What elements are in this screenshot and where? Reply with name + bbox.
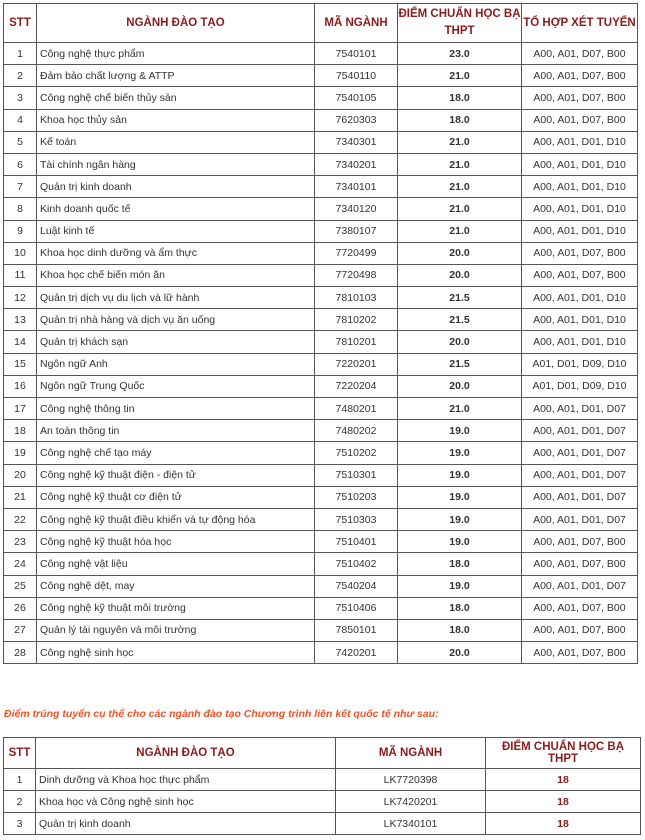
cell-stt: 28 xyxy=(4,642,37,664)
cell-stt: 15 xyxy=(4,353,37,375)
cell-combo: A00, A01, D01, D07 xyxy=(522,575,638,597)
cell-combo: A00, A01, D01, D10 xyxy=(522,220,638,242)
cell-stt: 26 xyxy=(4,597,37,619)
cell-score: 21.5 xyxy=(398,309,522,331)
cell-code: 7480202 xyxy=(315,420,398,442)
table-row xyxy=(4,109,638,131)
cell-name: An toàn thông tin xyxy=(37,420,315,442)
cell-name: Công nghệ vật liệu xyxy=(37,553,315,575)
cell-name: Công nghệ kỹ thuật điện - điện tử xyxy=(37,464,315,486)
table-row xyxy=(4,353,638,375)
cell-name: Khoa học và Công nghệ sinh học xyxy=(36,791,336,813)
cell-combo: A00, A01, D07, B00 xyxy=(522,65,638,87)
cell-code: 7720498 xyxy=(315,264,398,286)
header-combo: TỔ HỢP XÉT TUYỂN xyxy=(522,4,638,43)
cell-name: Khoa học thủy sản xyxy=(37,109,315,131)
cell-score: 20.0 xyxy=(398,375,522,397)
cell-code: 7720499 xyxy=(315,242,398,264)
cell-score: 21.0 xyxy=(398,198,522,220)
table-row xyxy=(4,398,638,420)
cell-score: 19.0 xyxy=(398,575,522,597)
cell-name: Công nghệ kỹ thuật môi trường xyxy=(37,597,315,619)
cell-combo: A00, A01, D07, B00 xyxy=(522,597,638,619)
cell-score: 18 xyxy=(486,791,641,813)
cell-code: 7540105 xyxy=(315,87,398,109)
cell-combo: A00, A01, D07, B00 xyxy=(522,619,638,641)
cell-combo: A01, D01, D09, D10 xyxy=(522,375,638,397)
cell-score: 21.0 xyxy=(398,65,522,87)
international-scores-table xyxy=(3,737,641,835)
table-header-row xyxy=(4,738,641,769)
cell-name: Quản trị kinh doanh xyxy=(37,176,315,198)
cell-code: 7810103 xyxy=(315,287,398,309)
cell-code: 7340101 xyxy=(315,176,398,198)
table-row xyxy=(4,264,638,286)
table-row xyxy=(4,619,638,641)
cell-code: 7510402 xyxy=(315,553,398,575)
cell-stt: 7 xyxy=(4,176,37,198)
cell-code: 7540204 xyxy=(315,575,398,597)
table-row xyxy=(4,575,638,597)
cell-code: 7850101 xyxy=(315,619,398,641)
table-header-row xyxy=(4,4,638,43)
table-row xyxy=(4,220,638,242)
cell-code: 7810202 xyxy=(315,309,398,331)
table-row xyxy=(4,65,638,87)
cell-name: Luật kinh tế xyxy=(37,220,315,242)
cell-code: 7510303 xyxy=(315,508,398,530)
table-row xyxy=(4,242,638,264)
cell-combo: A00, A01, D01, D07 xyxy=(522,442,638,464)
cell-combo: A00, A01, D01, D10 xyxy=(522,287,638,309)
cell-name: Công nghệ thực phẩm xyxy=(37,43,315,65)
cell-combo: A00, A01, D01, D07 xyxy=(522,420,638,442)
cell-stt: 24 xyxy=(4,553,37,575)
cell-name: Công nghệ thông tin xyxy=(37,398,315,420)
cell-score: 21.0 xyxy=(398,220,522,242)
header-score: ĐIỂM CHUẨN HỌC BẠ THPT xyxy=(398,4,522,43)
cell-name: Quản trị kinh doanh xyxy=(36,813,336,835)
table-row xyxy=(4,176,638,198)
cell-stt: 27 xyxy=(4,619,37,641)
cell-stt: 2 xyxy=(4,791,36,813)
table-row xyxy=(4,287,638,309)
cell-name: Đảm bảo chất lượng & ATTP xyxy=(37,65,315,87)
cell-combo: A00, A01, D01, D10 xyxy=(522,176,638,198)
cell-code: 7540110 xyxy=(315,65,398,87)
cell-name: Công nghệ sinh học xyxy=(37,642,315,664)
cell-score: 21.0 xyxy=(398,176,522,198)
cell-code: 7510203 xyxy=(315,486,398,508)
cell-stt: 2 xyxy=(4,65,37,87)
cell-score: 19.0 xyxy=(398,464,522,486)
cell-score: 19.0 xyxy=(398,508,522,530)
cell-code: 7510406 xyxy=(315,597,398,619)
cell-combo: A00, A01, D07, B00 xyxy=(522,264,638,286)
cell-combo: A00, A01, D01, D10 xyxy=(522,131,638,153)
cell-code: LK7420201 xyxy=(336,791,486,813)
cell-name: Công nghệ kỹ thuật cơ điện tử xyxy=(37,486,315,508)
cell-combo: A00, A01, D01, D07 xyxy=(522,464,638,486)
cell-stt: 18 xyxy=(4,420,37,442)
cell-score: 20.0 xyxy=(398,264,522,286)
header-code: MÃ NGÀNH xyxy=(336,738,486,769)
cell-combo: A00, A01, D01, D10 xyxy=(522,198,638,220)
cell-code: 7540101 xyxy=(315,43,398,65)
table-row xyxy=(4,508,638,530)
cell-name: Khoa học dinh dưỡng và ẩm thực xyxy=(37,242,315,264)
cell-code: LK7720398 xyxy=(336,769,486,791)
table-row xyxy=(4,464,638,486)
cell-combo: A00, A01, D07, B00 xyxy=(522,531,638,553)
cell-code: 7340120 xyxy=(315,198,398,220)
cell-combo: A00, A01, D07, B00 xyxy=(522,642,638,664)
cell-combo: A00, A01, D07, B00 xyxy=(522,242,638,264)
header-code: MÃ NGÀNH xyxy=(315,4,398,43)
table-row xyxy=(4,597,638,619)
cell-name: Kinh doanh quốc tế xyxy=(37,198,315,220)
cell-score: 21.5 xyxy=(398,287,522,309)
cell-code: 7480201 xyxy=(315,398,398,420)
cell-stt: 21 xyxy=(4,486,37,508)
cell-score: 18 xyxy=(486,769,641,791)
cell-stt: 19 xyxy=(4,442,37,464)
cell-code: 7340301 xyxy=(315,131,398,153)
cell-combo: A00, A01, D01, D10 xyxy=(522,331,638,353)
header-stt: STT xyxy=(4,4,37,43)
cell-stt: 1 xyxy=(4,43,37,65)
cell-score: 19.0 xyxy=(398,531,522,553)
cell-score: 21.0 xyxy=(398,153,522,175)
cell-score: 23.0 xyxy=(398,43,522,65)
table-row xyxy=(4,153,638,175)
table-row xyxy=(4,553,638,575)
table-row xyxy=(4,531,638,553)
cell-name: Quản trị nhà hàng và dịch vụ ăn uống xyxy=(37,309,315,331)
table-row xyxy=(4,198,638,220)
cell-stt: 1 xyxy=(4,769,36,791)
cell-combo: A00, A01, D01, D10 xyxy=(522,153,638,175)
cell-code: 7810201 xyxy=(315,331,398,353)
cell-stt: 22 xyxy=(4,508,37,530)
cell-combo: A00, A01, D01, D10 xyxy=(522,309,638,331)
table-row xyxy=(4,43,638,65)
cell-combo: A00, A01, D07, B00 xyxy=(522,109,638,131)
cell-stt: 12 xyxy=(4,287,37,309)
cell-stt: 9 xyxy=(4,220,37,242)
cell-name: Quản lý tài nguyên và môi trường xyxy=(37,619,315,641)
cell-code: 7340201 xyxy=(315,153,398,175)
cell-score: 19.0 xyxy=(398,486,522,508)
cell-stt: 8 xyxy=(4,198,37,220)
cell-score: 20.0 xyxy=(398,331,522,353)
cell-score: 18.0 xyxy=(398,553,522,575)
cell-combo: A00, A01, D07, B00 xyxy=(522,43,638,65)
cell-stt: 14 xyxy=(4,331,37,353)
cell-name: Ngôn ngữ Anh xyxy=(37,353,315,375)
cell-code: 7510301 xyxy=(315,464,398,486)
table-row xyxy=(4,442,638,464)
cell-name: Tài chính ngân hàng xyxy=(37,153,315,175)
table-row xyxy=(4,769,641,791)
header-score: ĐIỂM CHUẨN HỌC BẠ THPT xyxy=(486,738,641,769)
cell-score: 19.0 xyxy=(398,442,522,464)
cell-name: Dinh dưỡng và Khoa học thực phẩm xyxy=(36,769,336,791)
cell-combo: A00, A01, D07, B00 xyxy=(522,87,638,109)
cell-code: 7510401 xyxy=(315,531,398,553)
cell-score: 21.0 xyxy=(398,131,522,153)
header-stt: STT xyxy=(4,738,36,769)
cell-stt: 13 xyxy=(4,309,37,331)
cell-code: 7380107 xyxy=(315,220,398,242)
cell-name: Công nghệ dệt, may xyxy=(37,575,315,597)
cell-score: 18.0 xyxy=(398,87,522,109)
cell-code: 7620303 xyxy=(315,109,398,131)
table-row xyxy=(4,87,638,109)
cell-name: Công nghệ kỹ thuật hóa học xyxy=(37,531,315,553)
cell-name: Công nghệ chế biến thủy sản xyxy=(37,87,315,109)
table-row xyxy=(4,131,638,153)
table-row xyxy=(4,486,638,508)
cell-score: 18.0 xyxy=(398,109,522,131)
cell-name: Quản trị khách sạn xyxy=(37,331,315,353)
cell-score: 19.0 xyxy=(398,420,522,442)
table-row xyxy=(4,309,638,331)
cell-score: 20.0 xyxy=(398,242,522,264)
cell-combo: A01, D01, D09, D10 xyxy=(522,353,638,375)
cell-name: Quản trị dịch vụ du lịch và lữ hành xyxy=(37,287,315,309)
cell-stt: 4 xyxy=(4,109,37,131)
cell-name: Công nghệ chế tạo máy xyxy=(37,442,315,464)
cell-stt: 23 xyxy=(4,531,37,553)
cell-code: 7220201 xyxy=(315,353,398,375)
cell-combo: A00, A01, D01, D07 xyxy=(522,486,638,508)
cell-score: 20.0 xyxy=(398,642,522,664)
table-row xyxy=(4,642,638,664)
cell-code: 7510202 xyxy=(315,442,398,464)
admission-scores-table xyxy=(3,3,638,664)
cell-stt: 3 xyxy=(4,813,36,835)
cell-code: LK7340101 xyxy=(336,813,486,835)
cell-score: 18.0 xyxy=(398,597,522,619)
table-row xyxy=(4,813,641,835)
cell-score: 18.0 xyxy=(398,619,522,641)
cell-combo: A00, A01, D07, B00 xyxy=(522,553,638,575)
cell-stt: 11 xyxy=(4,264,37,286)
table-row xyxy=(4,375,638,397)
cell-stt: 3 xyxy=(4,87,37,109)
cell-stt: 5 xyxy=(4,131,37,153)
table-body xyxy=(4,43,638,664)
header-major: NGÀNH ĐÀO TẠO xyxy=(36,738,336,769)
cell-stt: 25 xyxy=(4,575,37,597)
cell-combo: A00, A01, D01, D07 xyxy=(522,508,638,530)
cell-stt: 20 xyxy=(4,464,37,486)
cell-code: 7220204 xyxy=(315,375,398,397)
cell-name: Kế toán xyxy=(37,131,315,153)
cell-stt: 6 xyxy=(4,153,37,175)
header-major: NGÀNH ĐÀO TẠO xyxy=(37,4,315,43)
cell-name: Ngôn ngữ Trung Quốc xyxy=(37,375,315,397)
cell-score: 18 xyxy=(486,813,641,835)
international-program-note: Điểm trúng tuyển cụ thể cho các ngành đào tạo Chương trình liên kết quốc tế như sau: xyxy=(4,708,439,720)
cell-score: 21.5 xyxy=(398,353,522,375)
cell-code: 7420201 xyxy=(315,642,398,664)
cell-name: Khoa học chế biến món ăn xyxy=(37,264,315,286)
table-body xyxy=(4,769,641,835)
cell-stt: 16 xyxy=(4,375,37,397)
cell-stt: 17 xyxy=(4,398,37,420)
cell-combo: A00, A01, D01, D07 xyxy=(522,398,638,420)
table-row xyxy=(4,331,638,353)
cell-stt: 10 xyxy=(4,242,37,264)
table-row xyxy=(4,420,638,442)
table-row xyxy=(4,791,641,813)
cell-name: Công nghệ kỹ thuật điều khiển và tự động hóa xyxy=(37,508,315,530)
cell-score: 21.0 xyxy=(398,398,522,420)
